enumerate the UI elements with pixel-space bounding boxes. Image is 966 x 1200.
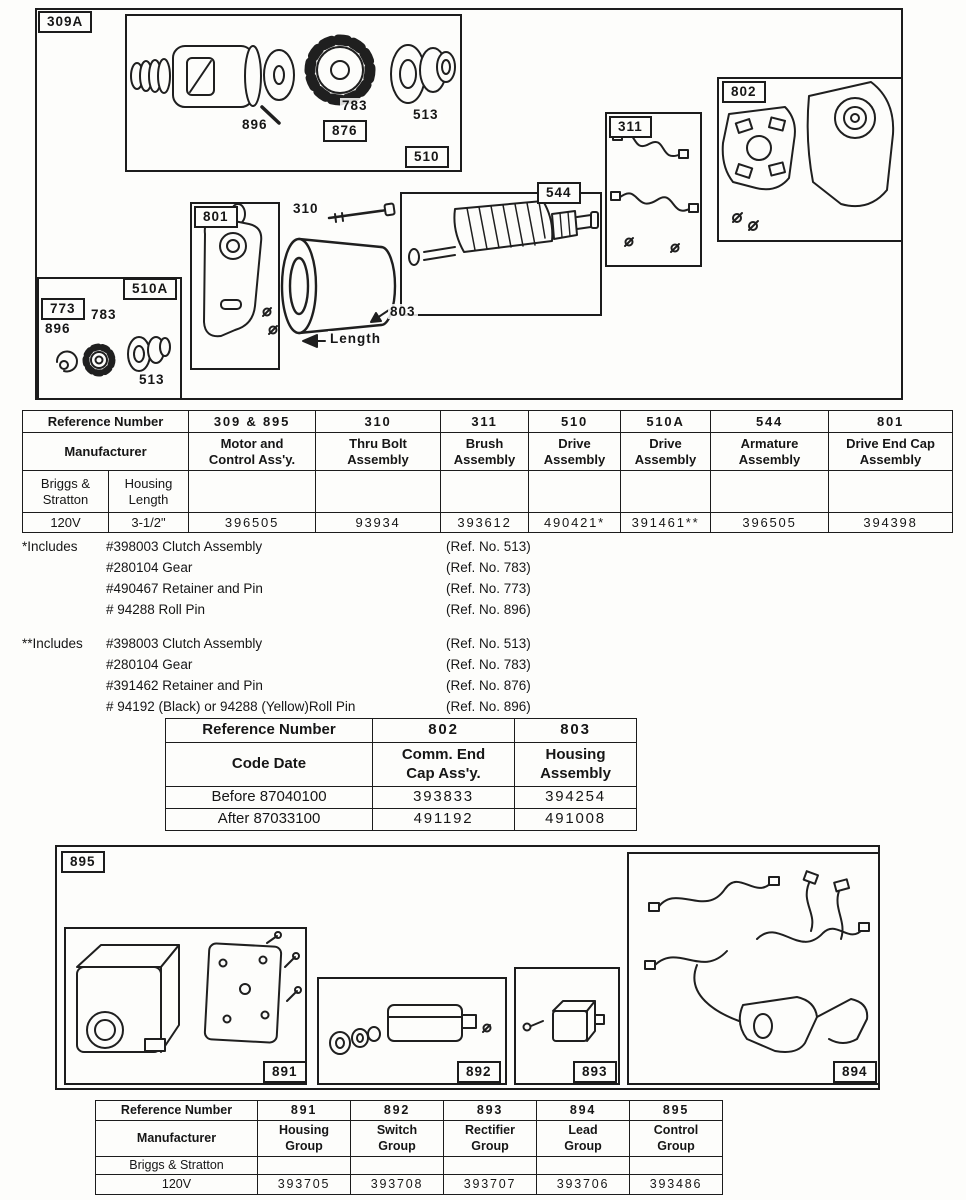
brand-cell: Briggs & Stratton: [23, 471, 109, 513]
empty-cell: [621, 471, 711, 513]
ref-col-510: 510: [529, 411, 621, 433]
callout-box-801: 801: [194, 206, 238, 228]
part-number-cell: 393707: [444, 1175, 537, 1195]
ref-col-893: 893: [444, 1101, 537, 1121]
part-number-cell: 396505: [189, 513, 316, 533]
ref-col-310: 310: [316, 411, 441, 433]
footnote-line: # 94192 (Black) or 94288 (Yellow)Roll Pin (Ref. No. 896): [106, 699, 531, 714]
footnote-line: #391462 Retainer and Pin (Ref. No. 876): [106, 678, 531, 693]
callout-box-773: 773: [41, 298, 85, 320]
main-parts-table: [22, 410, 953, 533]
code-date-table: [165, 718, 637, 831]
table-row-after: [166, 809, 637, 831]
footnote-line: *Includes #398003 Clutch Assembly (Ref. No. 513): [22, 536, 662, 557]
group-cell-lead: Lead Group: [537, 1121, 630, 1157]
table-row-ref-numbers: [96, 1101, 723, 1121]
ref-col-803: 803: [515, 719, 637, 743]
empty-cell: [351, 1157, 444, 1175]
empty-cell: [829, 471, 953, 513]
brand-cell: Briggs & Stratton: [96, 1157, 258, 1175]
housing-length-cell: Housing Length: [109, 471, 189, 513]
part-number-cell: 396505: [711, 513, 829, 533]
callout-803: 803: [390, 304, 416, 319]
footnotes: [22, 536, 662, 717]
diagram-label-895: 895: [61, 851, 105, 873]
code-date-cell: Before 87040100: [166, 787, 373, 809]
table-row-brand: [96, 1157, 723, 1175]
manufacturer-header-cell: Manufacturer: [23, 433, 189, 471]
callout-513-small: 513: [139, 372, 165, 387]
assembly-cell-housing: Housing Assembly: [515, 743, 637, 787]
table-row-group-names: [96, 1121, 723, 1157]
footnote-doublestar-group: [22, 633, 662, 717]
footnote-line: #280104 Gear (Ref. No. 783): [106, 657, 531, 672]
table-row-ref-numbers: [23, 411, 953, 433]
length-value-cell: 3-1/2": [109, 513, 189, 533]
table-row-assembly-names: [166, 743, 637, 787]
callout-box-892: 892: [457, 1061, 501, 1083]
footnote-line: # 94288 Roll Pin (Ref. No. 896): [106, 602, 531, 617]
empty-cell: [630, 1157, 723, 1175]
diagram-control-group: [55, 845, 880, 1090]
table-row-part-numbers: [96, 1175, 723, 1195]
ref-col-544: 544: [711, 411, 829, 433]
table-row-assembly-names: [23, 433, 953, 471]
callout-box-894: 894: [833, 1061, 877, 1083]
voltage-cell: 120V: [96, 1175, 258, 1195]
table-row-brand: [23, 471, 953, 513]
empty-cell: [537, 1157, 630, 1175]
part-number-cell: 393705: [258, 1175, 351, 1195]
callout-length: Length: [330, 331, 381, 346]
box-armature-544: [400, 192, 602, 316]
empty-cell: [441, 471, 529, 513]
part-number-cell: 491008: [515, 809, 637, 831]
assembly-cell-armature: Armature Assembly: [711, 433, 829, 471]
part-number-cell: 491192: [373, 809, 515, 831]
groups-table: [95, 1100, 723, 1195]
empty-cell: [316, 471, 441, 513]
callout-310: 310: [293, 201, 319, 216]
part-number-cell: 393706: [537, 1175, 630, 1195]
callout-box-510: 510: [405, 146, 449, 168]
callout-896: 896: [242, 117, 268, 132]
part-number-cell: 391461**: [621, 513, 711, 533]
callout-783-small: 783: [91, 307, 117, 322]
ref-number-header-cell: Reference Number: [166, 719, 373, 743]
callout-896-small: 896: [45, 321, 71, 336]
voltage-cell: 120V: [23, 513, 109, 533]
group-cell-switch: Switch Group: [351, 1121, 444, 1157]
part-number-cell: 93934: [316, 513, 441, 533]
part-number-cell: 490421*: [529, 513, 621, 533]
part-number-cell: 393708: [351, 1175, 444, 1195]
assembly-cell-drive: Drive Assembly: [529, 433, 621, 471]
empty-cell: [258, 1157, 351, 1175]
group-cell-housing: Housing Group: [258, 1121, 351, 1157]
ref-col-891: 891: [258, 1101, 351, 1121]
ref-col-801: 801: [829, 411, 953, 433]
empty-cell: [189, 471, 316, 513]
footnote-star-group: [22, 536, 662, 620]
footnote-line: #490467 Retainer and Pin (Ref. No. 773): [106, 581, 531, 596]
assembly-cell-brush: Brush Assembly: [441, 433, 529, 471]
ref-col-510a: 510A: [621, 411, 711, 433]
ref-col-309-895: 309 & 895: [189, 411, 316, 433]
callout-783: 783: [342, 98, 368, 113]
footnote-line: **Includes #398003 Clutch Assembly (Ref. No. 513): [22, 633, 662, 654]
group-cell-rectifier: Rectifier Group: [444, 1121, 537, 1157]
callout-box-802: 802: [722, 81, 766, 103]
diagram-starter-motor: [35, 8, 903, 400]
code-date-cell: After 87033100: [166, 809, 373, 831]
callout-box-891: 891: [263, 1061, 307, 1083]
ref-col-802: 802: [373, 719, 515, 743]
callout-box-893: 893: [573, 1061, 617, 1083]
callout-box-311: 311: [609, 116, 652, 138]
group-cell-control: Control Group: [630, 1121, 723, 1157]
part-number-cell: 393612: [441, 513, 529, 533]
part-number-cell: 393486: [630, 1175, 723, 1195]
footnote-label: **Includes: [22, 636, 83, 651]
table-row-before: [166, 787, 637, 809]
table-row-ref-numbers: [166, 719, 637, 743]
empty-cell: [711, 471, 829, 513]
callout-box-510a: 510A: [123, 278, 177, 300]
ref-number-header-cell: Reference Number: [96, 1101, 258, 1121]
ref-col-894: 894: [537, 1101, 630, 1121]
ref-col-311: 311: [441, 411, 529, 433]
code-date-header-cell: Code Date: [166, 743, 373, 787]
assembly-cell-thru-bolt: Thru Bolt Assembly: [316, 433, 441, 471]
part-number-cell: 394254: [515, 787, 637, 809]
ref-col-892: 892: [351, 1101, 444, 1121]
assembly-cell-end-cap: Drive End Cap Assembly: [829, 433, 953, 471]
table-row-part-numbers: [23, 513, 953, 533]
assembly-cell-motor: Motor and Control Ass'y.: [189, 433, 316, 471]
callout-513: 513: [413, 107, 439, 122]
assembly-cell-comm-end-cap: Comm. End Cap Ass'y.: [373, 743, 515, 787]
box-lead-group-894: [627, 852, 880, 1085]
footnote-line: #280104 Gear (Ref. No. 783): [106, 560, 531, 575]
empty-cell: [444, 1157, 537, 1175]
callout-box-544: 544: [537, 182, 581, 204]
ref-col-895: 895: [630, 1101, 723, 1121]
callout-box-876: 876: [323, 120, 367, 142]
part-number-cell: 394398: [829, 513, 953, 533]
thru-bolt-art: [329, 203, 395, 222]
assembly-cell-drive-a: Drive Assembly: [621, 433, 711, 471]
manufacturer-header-cell: Manufacturer: [96, 1121, 258, 1157]
part-number-cell: 393833: [373, 787, 515, 809]
diagram-label-309a: 309A: [38, 11, 92, 33]
empty-cell: [529, 471, 621, 513]
footnote-label: *Includes: [22, 539, 78, 554]
ref-number-header-cell: Reference Number: [23, 411, 189, 433]
